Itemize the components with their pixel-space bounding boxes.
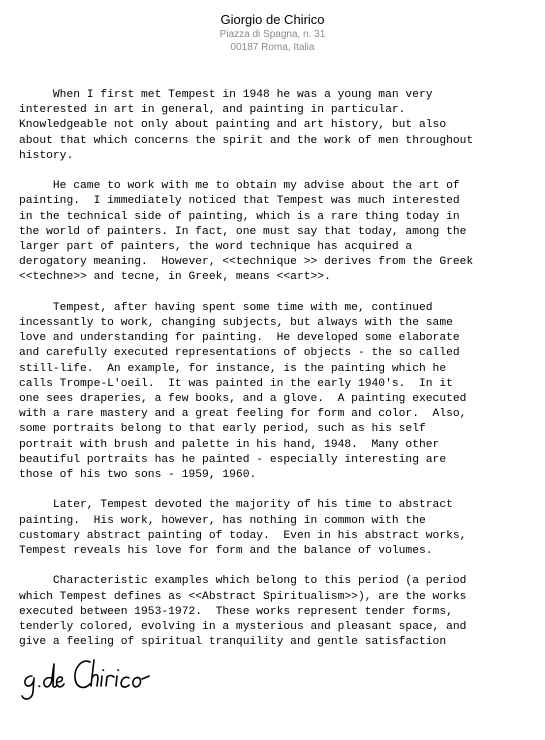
signature-drawing bbox=[18, 648, 188, 708]
letterhead bbox=[0, 12, 545, 54]
letterhead-address-line1: Piazza di Spagna, n. 31 bbox=[219, 29, 326, 40]
letter-body bbox=[19, 88, 534, 666]
paragraph-still-life: Tempest, after having spent some time with me, continued incessantly to work, changing subjects, but always with the same love and understanding for painting. He developed some elaborate and carefully executed representations of objects - the so called still-life. An example, for instance, is the painting which he calls Trompe-L'oeil. It was painted in the early 1940's. In it one sees draperies, a few books, and a glove. A painting executed with a rare mastery and a great feeling for form and color. Also, some portraits belong to that early period, such as his self portrait with brush and palette in his hand, 1948. Many other beautiful portraits has he painted - especially interesting are those of his two sons - 1959, 1960. bbox=[19, 301, 467, 482]
handwritten-signature bbox=[18, 648, 188, 713]
paragraph-abstract-spiritualism: Characteristic examples which belong to this period (a period which Tempest defines as <<Abstract Spiritualism>>), are the works executed between 1953-1972. These works represent tender forms, tenderly colored, evolving in a mysterious and pleasant space, and give a feeling of spiritual tranquility and gentle satisfaction bbox=[19, 575, 467, 649]
letterhead-address-line2: 00187 Roma, Italia bbox=[230, 42, 315, 53]
letterhead-name: Giorgio de Chirico bbox=[220, 12, 325, 27]
paragraph-technique: He came to work with me to obtain my advise about the art of painting. I immediately noticed that Tempest was much interested in the technical side of painting, which is a rare thing today in the world of painters. In fact, one must say that today, among the larger part of painters, the word technique has acquired a derogatory meaning. However, <<technique >> derives from the Greek <<techne>> and tecne, in Greek, means <<art>>. bbox=[19, 180, 474, 284]
paragraph-first-meeting: When I first met Tempest in 1948 he was a young man very interested in art in general, and painting in particular. Knowledgeable not only about painting and art history, but also about that which concerns the spirit and the work of men throughout history. bbox=[19, 89, 474, 162]
paragraph-abstract: Later, Tempest devoted the majority of his time to abstract painting. His work, however, has nothing in common with the customary abstract painting of today. Even in his abstract works, Tempest reveals his love for form and the balance of volumes. bbox=[19, 499, 467, 558]
